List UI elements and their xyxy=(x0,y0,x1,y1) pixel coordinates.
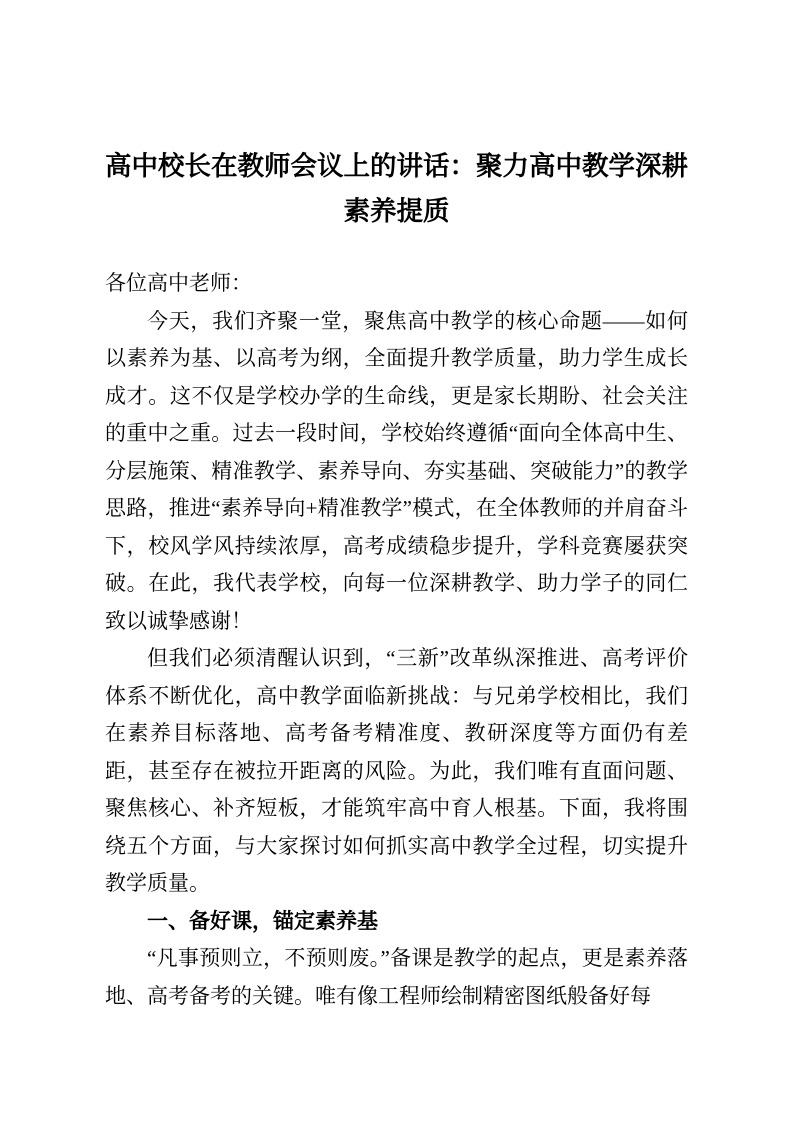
salutation: 各位高中老师： xyxy=(105,271,252,295)
document-title-line-2: 素养提质 xyxy=(343,196,450,226)
document-body xyxy=(105,265,688,1015)
document-title-line-1: 高中校长在教师会议上的讲话：聚力高中教学深耕 xyxy=(105,151,688,181)
section-heading-1: 一、备好课，锚定素养基 xyxy=(147,908,378,933)
document-title xyxy=(105,144,688,234)
paragraph-intro: 今天，我们齐聚一堂，聚焦高中教学的核心命题——如何以素养为基、以高考为纲，全面提升教学质量，助力学生成长成才。这不仅是学校办学的生命线，更是家长期盼、社会关注的重中之重。过去一段时间，学校始终遵循“面向全体高中生、分层施策、精准教学、素养导向、夯实基础、突破能力”的教学思路，推进“素养导向+精准教学”模式，在全体教师的并肩奋斗下，校风学风持续浓厚，高考成绩稳步提升，学科竞赛屡获突破。在此，我代表学校，向每一位深耕教学、助力学子的同仁致以诚挚感谢！ xyxy=(105,308,688,633)
paragraph-challenges: 但我们必须清醒认识到，“三新”改革纵深推进、高考评价体系不断优化，高中教学面临新挑战：与兄弟学校相比，我们在素养目标落地、高考备考精准度、教研深度等方面仍有差距，甚至存在被拉开距离的风险。为此，我们唯有直面问题、聚焦核心、补齐短板，才能筑牢高中育人根基。下面，我将围绕五个方面，与大家探讨如何抓实高中教学全过程，切实提升教学质量。 xyxy=(105,646,688,895)
paragraph-lesson-prep: “凡事预则立，不预则废。”备课是教学的起点，更是素养落地、高考备考的关键。唯有像工程师绘制精密图纸般备好每 xyxy=(105,946,688,1008)
